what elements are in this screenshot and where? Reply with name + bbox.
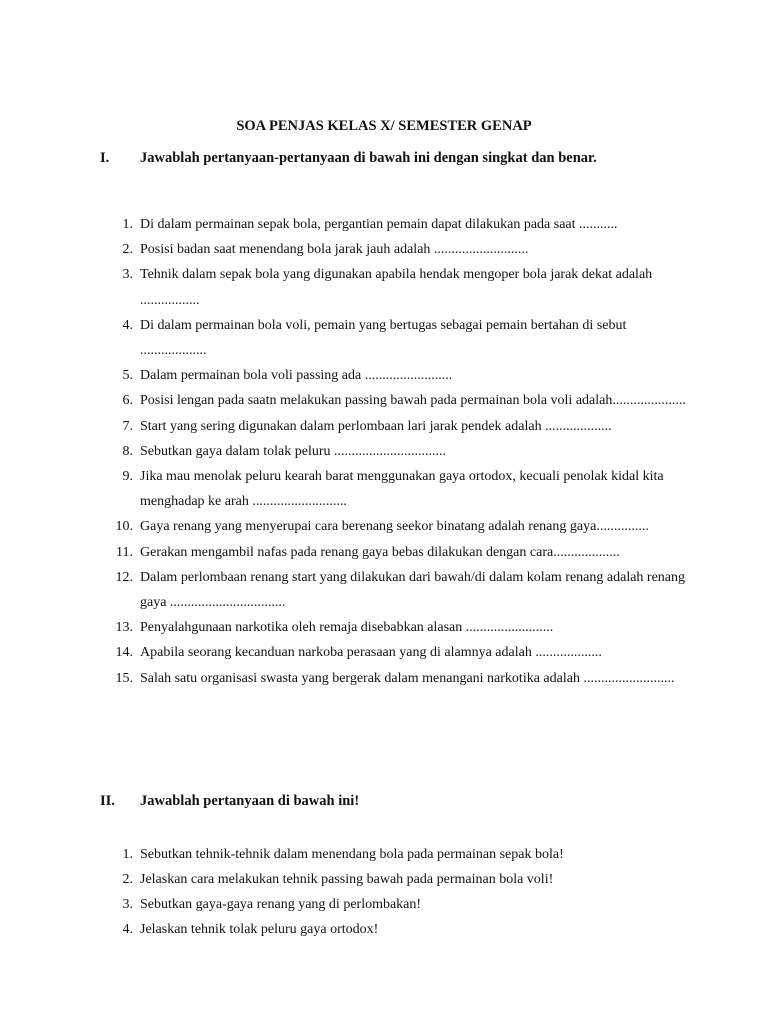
question-number: 15. (115, 670, 133, 686)
question-number: 4. (122, 317, 133, 333)
question-number: 11. (116, 544, 133, 560)
question-number: 2. (122, 242, 133, 258)
question-item (108, 917, 688, 942)
question-text: Salah satu organisasi swasta yang bergerak dalam menangani narkotika adalah .......................... (140, 670, 675, 686)
question-item (108, 867, 688, 892)
question-item (108, 237, 688, 262)
question-text: Jika mau menolak peluru kearah barat menggunakan gaya ortodox, kecuali penolak kidal kita menghadap ke arah ........................... (140, 469, 664, 510)
question-item (108, 640, 688, 665)
section-1-number: I. (100, 150, 110, 166)
section-1-question-list (108, 212, 688, 691)
question-item (108, 615, 688, 640)
question-item (108, 842, 688, 867)
question-item (108, 892, 688, 917)
question-text: Gerakan mengambil nafas pada renang gaya bebas dilakukan dengan cara................... (140, 544, 620, 560)
question-item (108, 666, 688, 691)
question-text: Jelaskan cara melakukan tehnik passing bawah pada permainan bola voli! (140, 872, 554, 887)
question-text: Dalam permainan bola voli passing ada ......................... (140, 368, 453, 384)
question-text: Di dalam permainan bola voli, pemain yang bertugas sebagai pemain bertahan di sebut ................... (140, 317, 627, 359)
section-2-question-list (108, 842, 688, 942)
question-number: 4. (122, 922, 133, 937)
question-text: Tehnik dalam sepak bola yang digunakan apabila hendak mengoper bola jarak dekat adalah ................. (140, 267, 653, 308)
question-number: 3. (122, 267, 133, 283)
question-number: 12. (115, 569, 133, 585)
question-item (108, 212, 688, 237)
question-item (108, 262, 688, 312)
question-text: Penyalahgunaan narkotika oleh remaja disebabkan alasan ......................... (140, 620, 554, 636)
question-item (108, 313, 688, 363)
question-number: 9. (122, 469, 133, 485)
question-text: Di dalam permainan sepak bola, pergantian pemain dapat dilakukan pada saat ........... (140, 217, 618, 232)
question-number: 7. (122, 418, 133, 434)
section-2-number: II. (100, 793, 115, 809)
question-text: Sebutkan tehnik-tehnik dalam menendang bola pada permainan sepak bola! (140, 847, 564, 862)
question-text: Start yang sering digunakan dalam perlombaan lari jarak pendek adalah ................... (140, 418, 612, 434)
question-number: 3. (122, 897, 133, 912)
question-text: Posisi badan saat menendang bola jarak jauh adalah ........................... (140, 242, 529, 258)
page-title: SOA PENJAS KELAS X/ SEMESTER GENAP (236, 118, 532, 134)
question-item (108, 514, 688, 539)
question-item (108, 439, 688, 464)
question-item (108, 540, 688, 565)
question-text: Apabila seorang kecanduan narkoba perasaan yang di alamnya adalah ................... (140, 645, 602, 661)
question-item (108, 414, 688, 439)
question-text: Posisi lengan pada saatn melakukan passing bawah pada permainan bola voli adalah..................... (140, 393, 686, 409)
question-number: 1. (122, 847, 133, 862)
question-number: 14. (115, 645, 133, 661)
question-number: 10. (115, 519, 133, 535)
question-text: Jelaskan tehnik tolak peluru gaya ortodox! (140, 922, 379, 937)
question-item (108, 565, 688, 615)
question-number: 6. (122, 393, 133, 409)
question-number: 1. (122, 217, 133, 232)
question-number: 8. (122, 443, 133, 459)
question-item (108, 464, 688, 514)
question-text: Dalam perlombaan renang start yang dilakukan dari bawah/di dalam kolam renang adalah renang gaya ................................. (140, 569, 686, 611)
question-text: Sebutkan gaya-gaya renang yang di perlombakan! (140, 897, 422, 912)
question-item (108, 388, 688, 413)
question-text: Sebutkan gaya dalam tolak peluru ................................ (140, 443, 446, 459)
question-number: 5. (122, 368, 133, 384)
question-item (108, 363, 688, 388)
question-number: 13. (115, 620, 133, 636)
section-1-instruction: Jawablah pertanyaan-pertanyaan di bawah ini dengan singkat dan benar. (140, 150, 597, 166)
question-text: Gaya renang yang menyerupai cara berenang seekor binatang adalah renang gaya............... (140, 519, 649, 535)
question-number: 2. (122, 872, 133, 887)
section-2-instruction: Jawablah pertanyaan di bawah ini! (140, 793, 360, 809)
